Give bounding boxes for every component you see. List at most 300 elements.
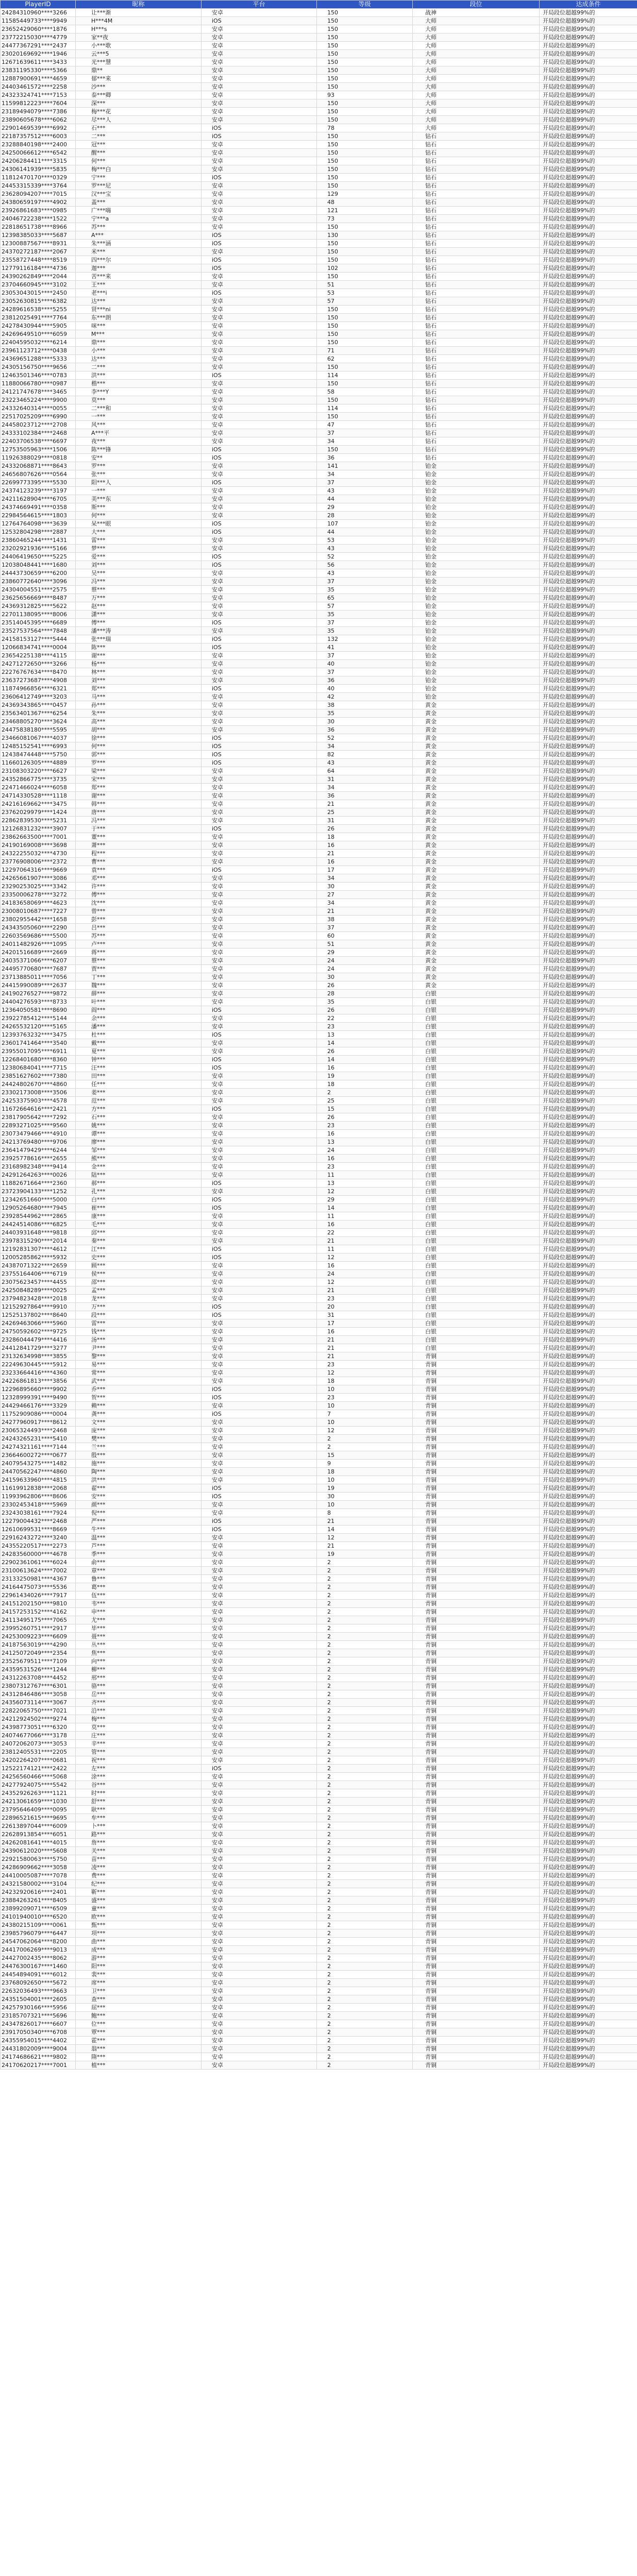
- table-row[interactable]: [1, 1138, 637, 1146]
- cell-tier: 青铜: [413, 1789, 540, 1798]
- table-row[interactable]: [1, 800, 637, 808]
- table-row[interactable]: [1, 1295, 637, 1303]
- table-row[interactable]: [1, 1278, 637, 1286]
- table-row[interactable]: [1, 660, 637, 668]
- table-row[interactable]: [1, 1575, 637, 1583]
- table-row[interactable]: [1, 1773, 637, 1781]
- cell-playerid: 12887900691****4659: [1, 75, 76, 83]
- table-row[interactable]: [1, 2028, 637, 2037]
- table-row[interactable]: [1, 742, 637, 751]
- table-row[interactable]: [1, 759, 637, 767]
- table-row[interactable]: [1, 66, 637, 75]
- table-row[interactable]: [1, 1352, 637, 1361]
- table-row[interactable]: [1, 1781, 637, 1789]
- table-row[interactable]: [1, 1484, 637, 1493]
- table-row[interactable]: [1, 33, 637, 42]
- table-row[interactable]: [1, 1674, 637, 1682]
- table-row[interactable]: [1, 1624, 637, 1633]
- cell-level: 37: [317, 619, 413, 627]
- table-row[interactable]: [1, 578, 637, 586]
- table-row[interactable]: [1, 421, 637, 429]
- cell-level: 24: [317, 1146, 413, 1155]
- table-row[interactable]: [1, 1394, 637, 1402]
- table-row[interactable]: [1, 1369, 637, 1377]
- table-row[interactable]: [1, 1715, 637, 1723]
- table-row[interactable]: [1, 545, 637, 553]
- table-row[interactable]: [1, 470, 637, 479]
- table-row[interactable]: [1, 1896, 637, 1905]
- table-row[interactable]: [1, 1517, 637, 1526]
- cell-level: 150: [317, 256, 413, 264]
- table-row[interactable]: [1, 2004, 637, 2012]
- table-row[interactable]: [1, 1336, 637, 1344]
- cell-condition: 开局段位超越99%的: [540, 874, 637, 883]
- table-row[interactable]: [1, 817, 637, 825]
- table-row[interactable]: [1, 907, 637, 916]
- table-row[interactable]: [1, 1105, 637, 1113]
- table-row[interactable]: [1, 207, 637, 215]
- table-row[interactable]: [1, 1583, 637, 1591]
- cell-level: 2: [317, 1863, 413, 1872]
- table-row[interactable]: [1, 1929, 637, 1938]
- table-row[interactable]: [1, 553, 637, 561]
- table-row[interactable]: [1, 1418, 637, 1427]
- cell-nickname: 钱***: [76, 1328, 202, 1336]
- table-row[interactable]: [1, 190, 637, 198]
- table-row[interactable]: [1, 1509, 637, 1517]
- table-row[interactable]: [1, 775, 637, 784]
- table-row[interactable]: [1, 1443, 637, 1451]
- table-row[interactable]: [1, 1253, 637, 1262]
- table-row[interactable]: [1, 1888, 637, 1896]
- table-row[interactable]: [1, 1435, 637, 1443]
- table-row[interactable]: [1, 182, 637, 190]
- table-row[interactable]: [1, 561, 637, 569]
- cell-tier: 黄金: [413, 907, 540, 916]
- table-row[interactable]: [1, 347, 637, 355]
- table-row[interactable]: [1, 709, 637, 718]
- table-row[interactable]: [1, 1971, 637, 1979]
- table-row[interactable]: [1, 1633, 637, 1641]
- table-row[interactable]: [1, 701, 637, 709]
- table-row[interactable]: [1, 916, 637, 924]
- table-row[interactable]: [1, 784, 637, 792]
- table-row[interactable]: [1, 503, 637, 512]
- table-row[interactable]: [1, 1468, 637, 1476]
- table-row[interactable]: [1, 124, 637, 132]
- table-row[interactable]: [1, 627, 637, 635]
- table-row[interactable]: [1, 833, 637, 841]
- table-row[interactable]: [1, 108, 637, 116]
- table-row[interactable]: [1, 1089, 637, 1097]
- table-row[interactable]: [1, 1229, 637, 1237]
- table-row[interactable]: [1, 462, 637, 470]
- cell-nickname: 蒋***: [76, 948, 202, 957]
- table-row[interactable]: [1, 998, 637, 1006]
- table-row[interactable]: [1, 808, 637, 817]
- table-row[interactable]: [1, 273, 637, 281]
- table-row[interactable]: [1, 1831, 637, 1839]
- table-row[interactable]: [1, 215, 637, 223]
- column-header-level[interactable]: 等级: [317, 1, 413, 9]
- column-header-nickname[interactable]: 昵称: [76, 1, 202, 9]
- cell-level: 2: [317, 1690, 413, 1699]
- table-row[interactable]: [1, 380, 637, 388]
- table-row[interactable]: [1, 2045, 637, 2053]
- table-row[interactable]: [1, 9, 637, 17]
- cell-platform: 安卓: [202, 668, 317, 676]
- table-row[interactable]: [1, 1921, 637, 1929]
- column-header-condition[interactable]: 达成条件: [540, 1, 637, 9]
- cell-playerid: 12192831307****4612: [1, 1245, 76, 1253]
- table-row[interactable]: [1, 1962, 637, 1971]
- table-row[interactable]: [1, 2020, 637, 2028]
- table-row[interactable]: [1, 1550, 637, 1558]
- table-row[interactable]: [1, 1616, 637, 1624]
- table-row[interactable]: [1, 1987, 637, 1995]
- table-row[interactable]: [1, 652, 637, 660]
- table-row[interactable]: [1, 1591, 637, 1600]
- table-row[interactable]: [1, 899, 637, 907]
- table-row[interactable]: [1, 388, 637, 396]
- table-row[interactable]: [1, 355, 637, 363]
- table-row[interactable]: [1, 520, 637, 528]
- column-header-platform[interactable]: 平台: [202, 1, 317, 9]
- table-row[interactable]: [1, 256, 637, 264]
- cell-nickname: 楷***: [76, 380, 202, 388]
- table-row[interactable]: [1, 594, 637, 602]
- table-row[interactable]: [1, 2061, 637, 2070]
- table-row[interactable]: [1, 602, 637, 611]
- table-row[interactable]: [1, 1905, 637, 1913]
- table-row[interactable]: [1, 1946, 637, 1954]
- table-row[interactable]: [1, 1979, 637, 1987]
- table-row[interactable]: [1, 586, 637, 594]
- table-row[interactable]: [1, 198, 637, 207]
- table-row[interactable]: [1, 1072, 637, 1080]
- table-row[interactable]: [1, 1666, 637, 1674]
- cell-condition: 开局段位超越99%的: [540, 1237, 637, 1245]
- table-row[interactable]: [1, 1690, 637, 1699]
- table-row[interactable]: [1, 1122, 637, 1130]
- table-row[interactable]: [1, 850, 637, 858]
- cell-nickname: 丛***: [76, 1641, 202, 1649]
- table-row[interactable]: [1, 1600, 637, 1608]
- table-row[interactable]: [1, 281, 637, 289]
- table-row[interactable]: [1, 1460, 637, 1468]
- table-row[interactable]: [1, 1047, 637, 1056]
- table-row[interactable]: [1, 413, 637, 421]
- table-row[interactable]: [1, 973, 637, 981]
- table-row[interactable]: [1, 981, 637, 990]
- table-row[interactable]: [1, 866, 637, 874]
- table-row[interactable]: [1, 528, 637, 536]
- table-row[interactable]: [1, 611, 637, 619]
- table-row[interactable]: [1, 404, 637, 413]
- cell-playerid: 12066834741****0004: [1, 643, 76, 652]
- table-row[interactable]: [1, 396, 637, 404]
- table-row[interactable]: [1, 157, 637, 165]
- table-row[interactable]: [1, 1501, 637, 1509]
- table-row[interactable]: [1, 1534, 637, 1542]
- table-row[interactable]: [1, 1179, 637, 1188]
- table-row[interactable]: [1, 1558, 637, 1567]
- table-row[interactable]: [1, 924, 637, 932]
- table-row[interactable]: [1, 932, 637, 940]
- table-row[interactable]: [1, 643, 637, 652]
- table-row[interactable]: [1, 1748, 637, 1756]
- cell-playerid: 24398773051****6320: [1, 1723, 76, 1732]
- table-row[interactable]: [1, 330, 637, 338]
- table-row[interactable]: [1, 1641, 637, 1649]
- table-row[interactable]: [1, 1732, 637, 1740]
- table-row[interactable]: [1, 1204, 637, 1212]
- table-row[interactable]: [1, 297, 637, 306]
- table-row[interactable]: [1, 1361, 637, 1369]
- column-header-tier[interactable]: 段位: [413, 1, 540, 9]
- table-row[interactable]: [1, 965, 637, 973]
- table-row[interactable]: [1, 50, 637, 58]
- table-row[interactable]: [1, 1806, 637, 1814]
- table-row[interactable]: [1, 174, 637, 182]
- table-row[interactable]: [1, 1385, 637, 1394]
- table-row[interactable]: [1, 1080, 637, 1089]
- cell-nickname: 曲***: [76, 1938, 202, 1946]
- table-row[interactable]: [1, 1023, 637, 1031]
- table-row[interactable]: [1, 1872, 637, 1880]
- table-row[interactable]: [1, 1789, 637, 1798]
- table-row[interactable]: [1, 141, 637, 149]
- table-row[interactable]: [1, 685, 637, 693]
- table-row[interactable]: [1, 116, 637, 124]
- cell-tier: 青铜: [413, 1550, 540, 1558]
- table-row[interactable]: [1, 1567, 637, 1575]
- table-row[interactable]: [1, 1328, 637, 1336]
- cell-condition: 开局段位超越99%的: [540, 1657, 637, 1666]
- table-row[interactable]: [1, 446, 637, 454]
- table-row[interactable]: [1, 322, 637, 330]
- table-row[interactable]: [1, 1699, 637, 1707]
- cell-tier: 青铜: [413, 1946, 540, 1954]
- table-row[interactable]: [1, 1526, 637, 1534]
- cell-condition: 开局段位超越99%的: [540, 948, 637, 957]
- table-row[interactable]: [1, 1657, 637, 1666]
- table-row[interactable]: [1, 957, 637, 965]
- table-row[interactable]: [1, 1822, 637, 1831]
- table-row[interactable]: [1, 1954, 637, 1962]
- table-row[interactable]: [1, 1847, 637, 1855]
- table-row[interactable]: [1, 1855, 637, 1863]
- table-row[interactable]: [1, 1402, 637, 1410]
- cell-nickname: 盖***: [76, 198, 202, 207]
- table-row[interactable]: [1, 858, 637, 866]
- table-row[interactable]: [1, 1938, 637, 1946]
- table-row[interactable]: [1, 1155, 637, 1163]
- table-row[interactable]: [1, 841, 637, 850]
- table-row[interactable]: [1, 767, 637, 775]
- table-row[interactable]: [1, 306, 637, 314]
- table-row[interactable]: [1, 1740, 637, 1748]
- column-header-playerid[interactable]: PlayerID: [1, 1, 76, 9]
- table-row[interactable]: [1, 1014, 637, 1023]
- table-row[interactable]: [1, 495, 637, 503]
- table-row[interactable]: [1, 990, 637, 998]
- table-row[interactable]: [1, 1798, 637, 1806]
- cell-tier: 青铜: [413, 1583, 540, 1591]
- cell-platform: 安卓: [202, 83, 317, 91]
- cell-playerid: 12038048441****1680: [1, 561, 76, 569]
- table-row[interactable]: [1, 99, 637, 108]
- table-row[interactable]: [1, 883, 637, 891]
- table-row[interactable]: [1, 338, 637, 347]
- table-row[interactable]: [1, 289, 637, 297]
- table-row[interactable]: [1, 1756, 637, 1765]
- table-row[interactable]: [1, 223, 637, 231]
- table-row[interactable]: [1, 1039, 637, 1047]
- table-row[interactable]: [1, 42, 637, 50]
- table-row[interactable]: [1, 248, 637, 256]
- table-row[interactable]: [1, 1064, 637, 1072]
- cell-nickname: 高***: [76, 718, 202, 726]
- table-row[interactable]: [1, 1031, 637, 1039]
- table-row[interactable]: [1, 874, 637, 883]
- table-row[interactable]: [1, 91, 637, 99]
- table-row[interactable]: [1, 693, 637, 701]
- table-row[interactable]: [1, 479, 637, 487]
- table-row[interactable]: [1, 1196, 637, 1204]
- table-row[interactable]: [1, 1493, 637, 1501]
- cell-condition: 开局段位超越99%的: [540, 141, 637, 149]
- table-row[interactable]: [1, 363, 637, 371]
- table-row[interactable]: [1, 1171, 637, 1179]
- table-row[interactable]: [1, 569, 637, 578]
- table-row[interactable]: [1, 1319, 637, 1328]
- table-row[interactable]: [1, 948, 637, 957]
- cell-condition: 开局段位超越99%的: [540, 1089, 637, 1097]
- table-row[interactable]: [1, 1723, 637, 1732]
- table-row[interactable]: [1, 1163, 637, 1171]
- table-row[interactable]: [1, 718, 637, 726]
- table-row[interactable]: [1, 1188, 637, 1196]
- table-row[interactable]: [1, 1286, 637, 1295]
- table-row[interactable]: [1, 1608, 637, 1616]
- table-row[interactable]: [1, 635, 637, 643]
- cell-tier: 黄金: [413, 701, 540, 709]
- cell-condition: 开局段位超越99%的: [540, 1460, 637, 1468]
- table-row[interactable]: [1, 1212, 637, 1221]
- table-row[interactable]: [1, 149, 637, 157]
- table-row[interactable]: [1, 1377, 637, 1385]
- table-row[interactable]: [1, 1262, 637, 1270]
- table-row[interactable]: [1, 940, 637, 948]
- table-row[interactable]: [1, 1270, 637, 1278]
- table-row[interactable]: [1, 1006, 637, 1014]
- table-row[interactable]: [1, 1863, 637, 1872]
- table-row[interactable]: [1, 1995, 637, 2004]
- table-row[interactable]: [1, 264, 637, 273]
- cell-condition: 开局段位超越99%的: [540, 1336, 637, 1344]
- table-row[interactable]: [1, 1913, 637, 1921]
- table-row[interactable]: [1, 751, 637, 759]
- table-row[interactable]: [1, 1113, 637, 1122]
- table-row[interactable]: [1, 1311, 637, 1319]
- table-row[interactable]: [1, 1649, 637, 1657]
- cell-playerid: 23641479429****6244: [1, 1146, 76, 1155]
- table-row[interactable]: [1, 1146, 637, 1155]
- table-row[interactable]: [1, 437, 637, 446]
- table-row[interactable]: [1, 165, 637, 174]
- cell-condition: 开局段位超越99%的: [540, 916, 637, 924]
- cell-platform: iOS: [202, 1311, 317, 1319]
- table-row[interactable]: [1, 240, 637, 248]
- table-row[interactable]: [1, 512, 637, 520]
- table-row[interactable]: [1, 2037, 637, 2045]
- table-row[interactable]: [1, 1245, 637, 1253]
- cell-tier: 铂金: [413, 487, 540, 495]
- table-row[interactable]: [1, 454, 637, 462]
- cell-level: 14: [317, 1056, 413, 1064]
- table-row[interactable]: [1, 825, 637, 833]
- table-row[interactable]: [1, 132, 637, 141]
- table-row[interactable]: [1, 487, 637, 495]
- table-row[interactable]: [1, 1814, 637, 1822]
- table-row[interactable]: [1, 25, 637, 33]
- table-row[interactable]: [1, 1344, 637, 1352]
- table-row[interactable]: [1, 2012, 637, 2020]
- table-row[interactable]: [1, 1476, 637, 1484]
- table-row[interactable]: [1, 1221, 637, 1229]
- cell-condition: 开局段位超越99%的: [540, 924, 637, 932]
- table-row[interactable]: [1, 891, 637, 899]
- table-row[interactable]: [1, 1427, 637, 1435]
- table-row[interactable]: [1, 231, 637, 240]
- table-row[interactable]: [1, 1097, 637, 1105]
- table-row[interactable]: [1, 75, 637, 83]
- cell-tier: 青铜: [413, 1888, 540, 1896]
- table-row[interactable]: [1, 2053, 637, 2061]
- table-row[interactable]: [1, 1451, 637, 1460]
- table-row[interactable]: [1, 1839, 637, 1847]
- table-row[interactable]: [1, 58, 637, 66]
- table-row[interactable]: [1, 1765, 637, 1773]
- table-row[interactable]: [1, 726, 637, 734]
- table-row[interactable]: [1, 668, 637, 676]
- table-row[interactable]: [1, 619, 637, 627]
- table-row[interactable]: [1, 734, 637, 742]
- table-row[interactable]: [1, 371, 637, 380]
- table-row[interactable]: [1, 536, 637, 545]
- cell-nickname: 魏***: [76, 981, 202, 990]
- table-row[interactable]: [1, 1303, 637, 1311]
- table-row[interactable]: [1, 1542, 637, 1550]
- table-row[interactable]: [1, 1880, 637, 1888]
- table-row[interactable]: [1, 314, 637, 322]
- table-row[interactable]: [1, 792, 637, 800]
- table-row[interactable]: [1, 1056, 637, 1064]
- cell-playerid: 23812025491****7764: [1, 314, 76, 322]
- table-row[interactable]: [1, 1682, 637, 1690]
- table-row[interactable]: [1, 1130, 637, 1138]
- table-row[interactable]: [1, 1410, 637, 1418]
- cell-level: 21: [317, 1517, 413, 1526]
- table-row[interactable]: [1, 83, 637, 91]
- table-row[interactable]: [1, 17, 637, 25]
- cell-condition: 开局段位超越99%的: [540, 330, 637, 338]
- table-row[interactable]: [1, 1707, 637, 1715]
- table-row[interactable]: [1, 1237, 637, 1245]
- table-row[interactable]: [1, 676, 637, 685]
- table-row[interactable]: [1, 429, 637, 437]
